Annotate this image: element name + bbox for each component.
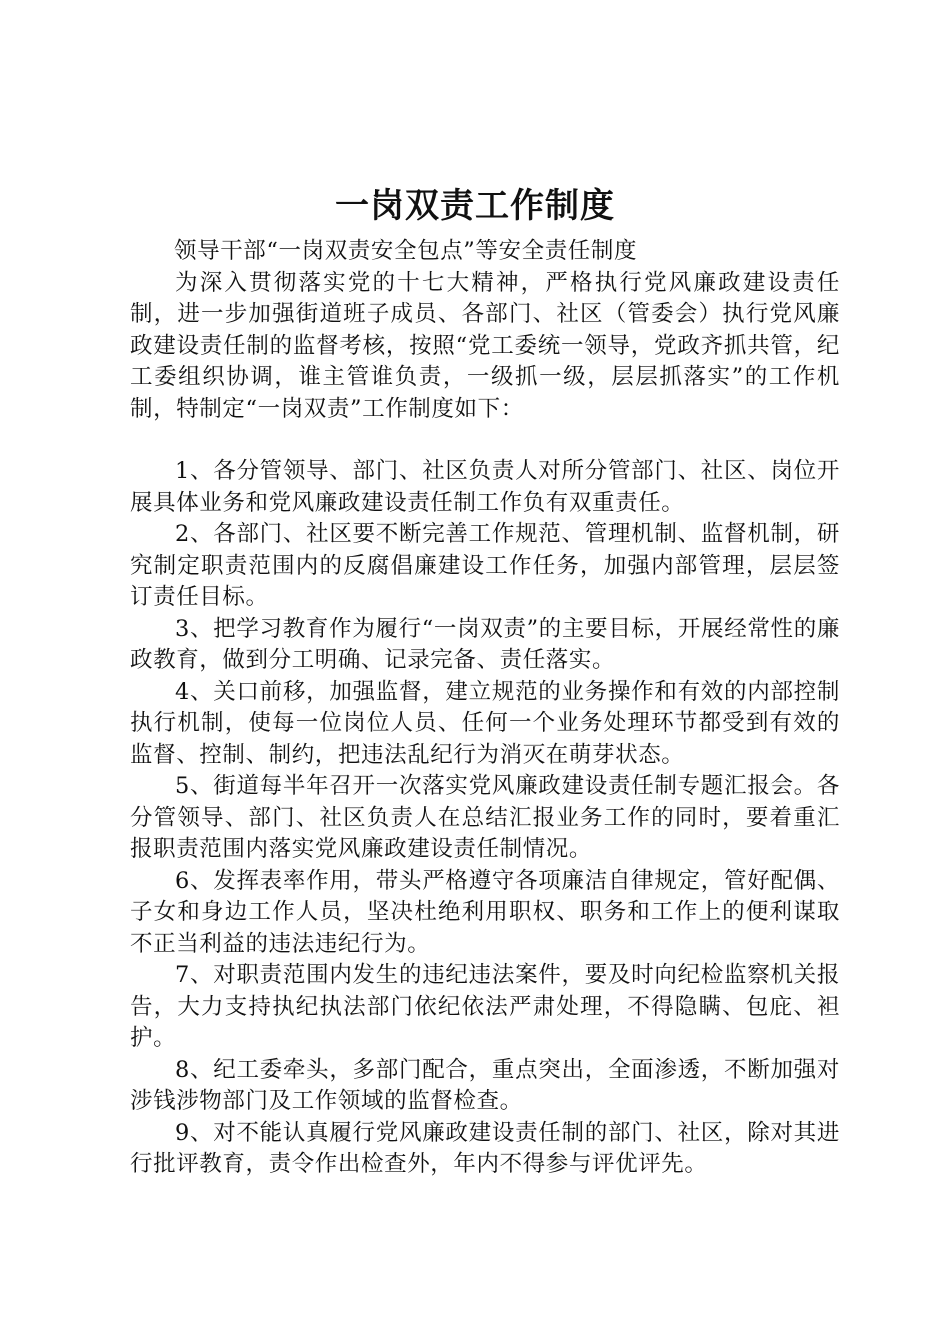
document-body <box>130 236 840 1181</box>
paragraph-spacer <box>130 425 840 456</box>
list-item: 6、发挥表率作用，带头严格遵守各项廉洁自律规定，管好配偶、子女和身边工作人员，坚决杜绝利用职权、职务和工作上的便利谋取不正当利益的违法违纪行为。 <box>130 867 840 957</box>
list-item: 7、对职责范围内发生的违纪违法案件，要及时向纪检监察机关报告，大力支持执纪执法部门依纪依法严肃处理，不得隐瞒、包庇、袒护。 <box>130 962 840 1051</box>
list-item: 4、关口前移，加强监督，建立规范的业务操作和有效的内部控制执行机制，使每一位岗位人员、任何一个业务处理环节都受到有效的监督、控制、制约，把违法乱纪行为消灭在萌芽状态。 <box>130 678 840 768</box>
document-title: 一岗双责工作制度 <box>335 186 615 226</box>
intro-paragraph: 为深入贯彻落实党的十七大精神，严格执行党风廉政建设责任制，进一步加强街道班子成员、各部门、社区（管委会）执行党风廉政建设责任制的监督考核，按照“党工委统一领导，党政齐抓共管，纪工委组织协调，谁主管谁负责，一级抓一级，层层抓落实”的工作机制，特制定“一岗双责”工作制度如下： <box>130 269 840 422</box>
list-item: 1、各分管领导、部门、社区负责人对所分管部门、社区、岗位开展具体业务和党风廉政建设责任制工作负有双重责任。 <box>130 458 840 516</box>
list-item: 5、街道每半年召开一次落实党风廉政建设责任制专题汇报会。各分管领导、部门、社区负责人在总结汇报业务工作的同时，要着重汇报职责范围内落实党风廉政建设责任制情况。 <box>130 773 840 862</box>
list-item: 3、把学习教育作为履行“一岗双责”的主要目标，开展经常性的廉政教育，做到分工明确、记录完备、责任落实。 <box>130 615 840 673</box>
document-subtitle: 领导干部“一岗双责安全包点”等安全责任制度 <box>174 238 638 264</box>
list-item: 2、各部门、社区要不断完善工作规范、管理机制、监督机制，研究制定职责范围内的反腐倡廉建设工作任务，加强内部管理，层层签订责任目标。 <box>130 521 840 610</box>
list-item: 9、对不能认真履行党风廉政建设责任制的部门、社区，除对其进行批评教育，责令作出检查外，年内不得参与评优评先。 <box>130 1119 840 1177</box>
list-item: 8、纪工委牵头，多部门配合，重点突出，全面渗透，不断加强对涉钱涉物部门及工作领域的监督检查。 <box>130 1056 840 1114</box>
